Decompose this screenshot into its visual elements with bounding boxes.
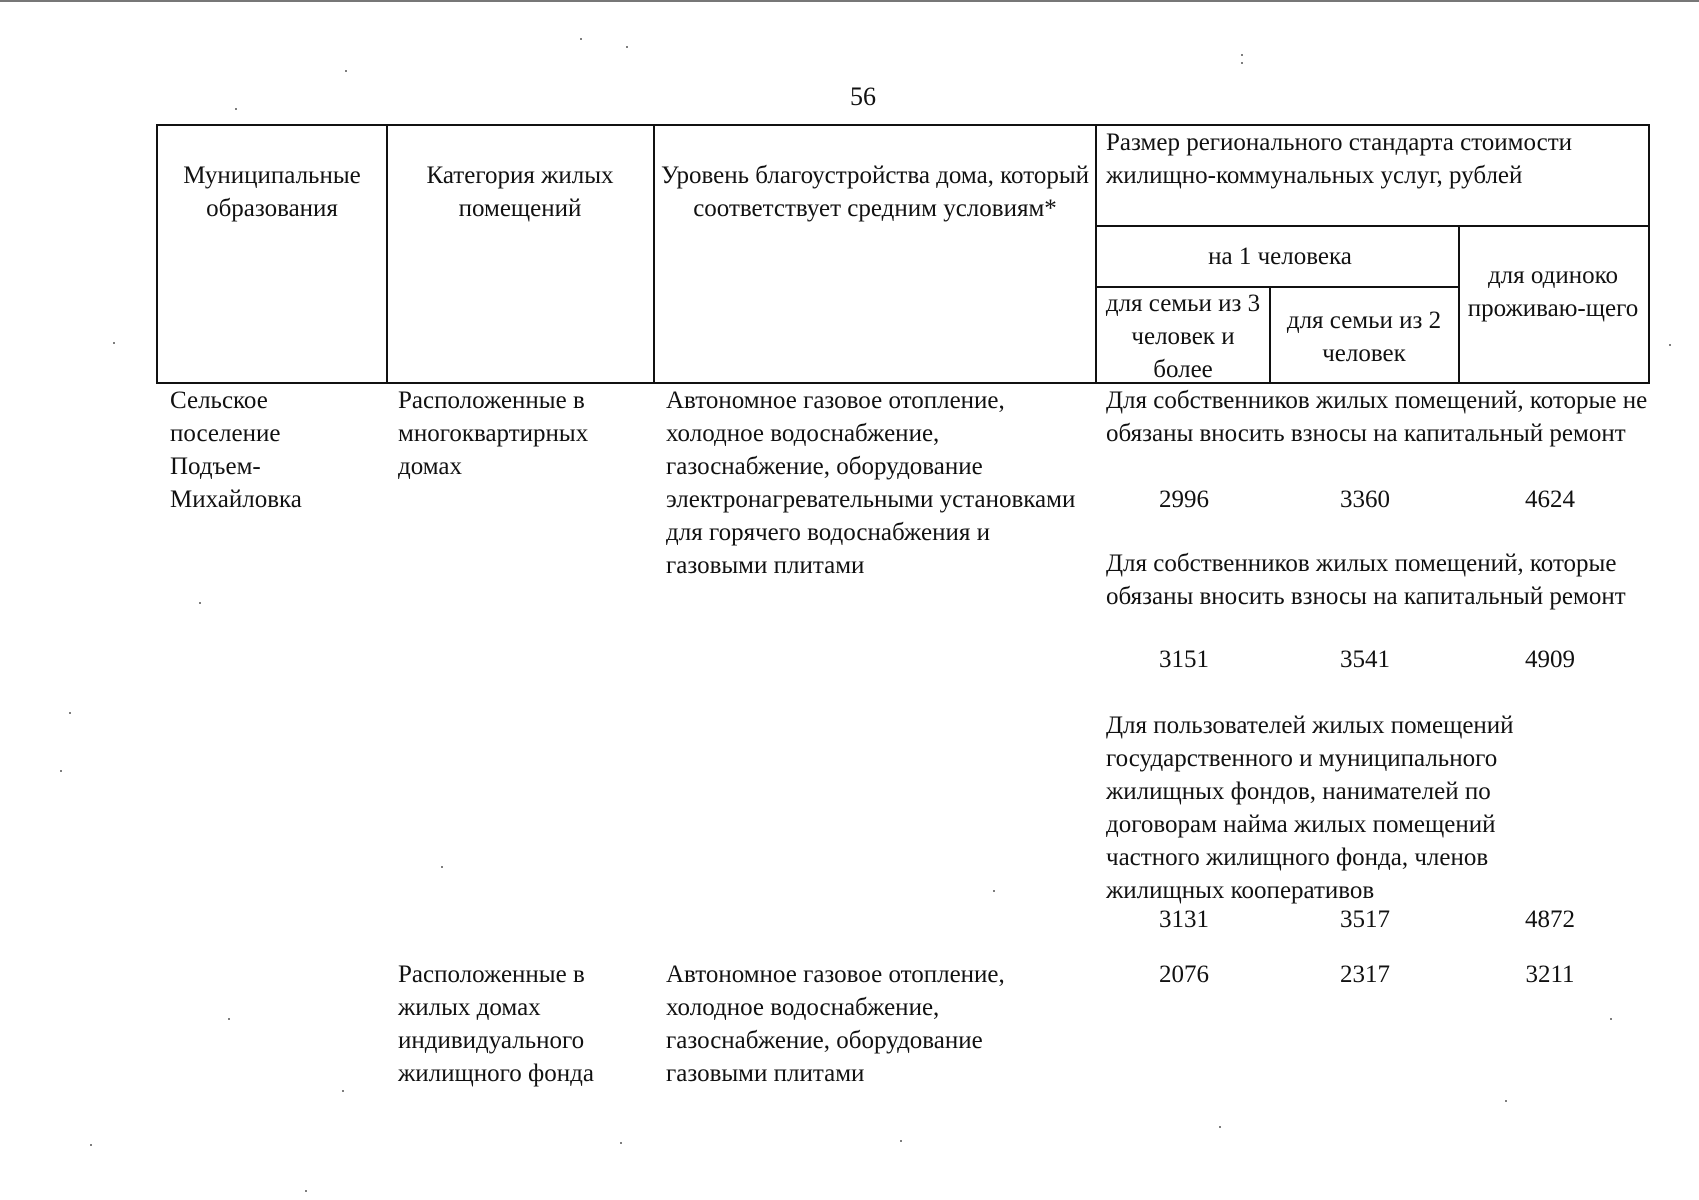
category-apartment: Расположенные в многоквартирных домах: [398, 387, 589, 480]
scan-speck: [342, 1090, 344, 1092]
scan-speck: [345, 70, 347, 72]
col-divider-1: [386, 124, 388, 384]
header-standard: Размер регионального стандарта стоимости жилищно-коммунальных услуг, рублей: [1106, 129, 1573, 189]
scan-speck: [228, 1018, 230, 1020]
scan-speck: [235, 108, 237, 110]
header-per-person: на 1 человека: [1208, 243, 1352, 270]
value-family2-group2: 3541: [1340, 646, 1390, 673]
standard-header-divider: [1095, 225, 1650, 227]
scan-speck: [441, 866, 443, 868]
scan-speck: [113, 342, 115, 344]
scan-speck: [69, 712, 71, 714]
scan-speck: [626, 46, 628, 48]
scan-speck: [620, 1142, 622, 1144]
value-family3-group3: 3131: [1159, 906, 1209, 933]
municipality-name: Сельское поселение Подъем-Михайловка: [170, 387, 302, 513]
group-label-3: Для пользователей жилых помещений государственного и муниципального жилищных фондов, нанимателей по договорам найма жилых помещений частного жилищного фонда, членов жилищных кооперативов: [1106, 712, 1514, 904]
value-family3-individual: 2076: [1159, 961, 1209, 988]
group-label-2: Для собственников жилых помещений, которые обязаны вносить взносы на капитальный ремонт: [1106, 550, 1626, 610]
value-family2-group3: 3517: [1340, 906, 1390, 933]
value-single-group2: 4909: [1525, 646, 1575, 673]
scan-speck: [90, 1144, 92, 1146]
scan-speck: [1505, 1100, 1507, 1102]
group-label-1: Для собственников жилых помещений, которые не обязаны вносить взносы на капитальный ремонт: [1106, 387, 1648, 447]
header-family2: для семьи из 2 человек: [1286, 307, 1442, 367]
scan-speck: [305, 1190, 307, 1192]
scan-speck: [1219, 1126, 1221, 1128]
value-family2-group1: 3360: [1340, 486, 1390, 513]
value-single-group1: 4624: [1525, 486, 1575, 513]
value-family3-group1: 2996: [1159, 486, 1209, 513]
scan-speck: [1241, 62, 1243, 64]
scan-speck: [993, 890, 995, 892]
top-border-line: [0, 0, 1699, 2]
table-right-border: [1648, 124, 1650, 384]
scan-speck: [900, 1140, 902, 1142]
level-apartment: Автономное газовое отопление, холодное водоснабжение, газоснабжение, оборудование электронагревательными установками для горячего водоснабжения и газовыми плитами: [666, 387, 1076, 579]
col-divider-2: [653, 124, 655, 384]
value-family2-individual: 2317: [1340, 961, 1390, 988]
scan-speck: [1669, 344, 1671, 346]
col-divider-3: [1095, 124, 1097, 384]
header-level: Уровень благоустройства дома, который соответствует средним условиям*: [661, 162, 1089, 222]
scan-speck: [1241, 54, 1243, 56]
scan-speck: [199, 602, 201, 604]
page-number: 56: [850, 82, 876, 111]
header-category: Категория жилых помещений: [426, 162, 614, 222]
value-single-group3: 4872: [1525, 906, 1575, 933]
scan-speck: [1610, 1018, 1612, 1020]
level-individual: Автономное газовое отопление, холодное водоснабжение, газоснабжение, оборудование газовыми плитами: [666, 961, 1005, 1087]
scan-speck: [580, 38, 582, 40]
scan-speck: [60, 770, 62, 772]
header-municipalities: Муниципальные образования: [183, 162, 361, 222]
value-family3-group2: 3151: [1159, 646, 1209, 673]
header-family3: для семьи из 3 человек и более: [1105, 290, 1261, 383]
table-left-border: [156, 124, 158, 384]
value-single-individual: 3211: [1525, 961, 1575, 988]
col-divider-4: [1269, 286, 1271, 384]
category-individual: Расположенные в жилых домах индивидуального жилищного фонда: [398, 961, 594, 1087]
header-single: для одиноко проживаю-щего: [1467, 262, 1639, 322]
